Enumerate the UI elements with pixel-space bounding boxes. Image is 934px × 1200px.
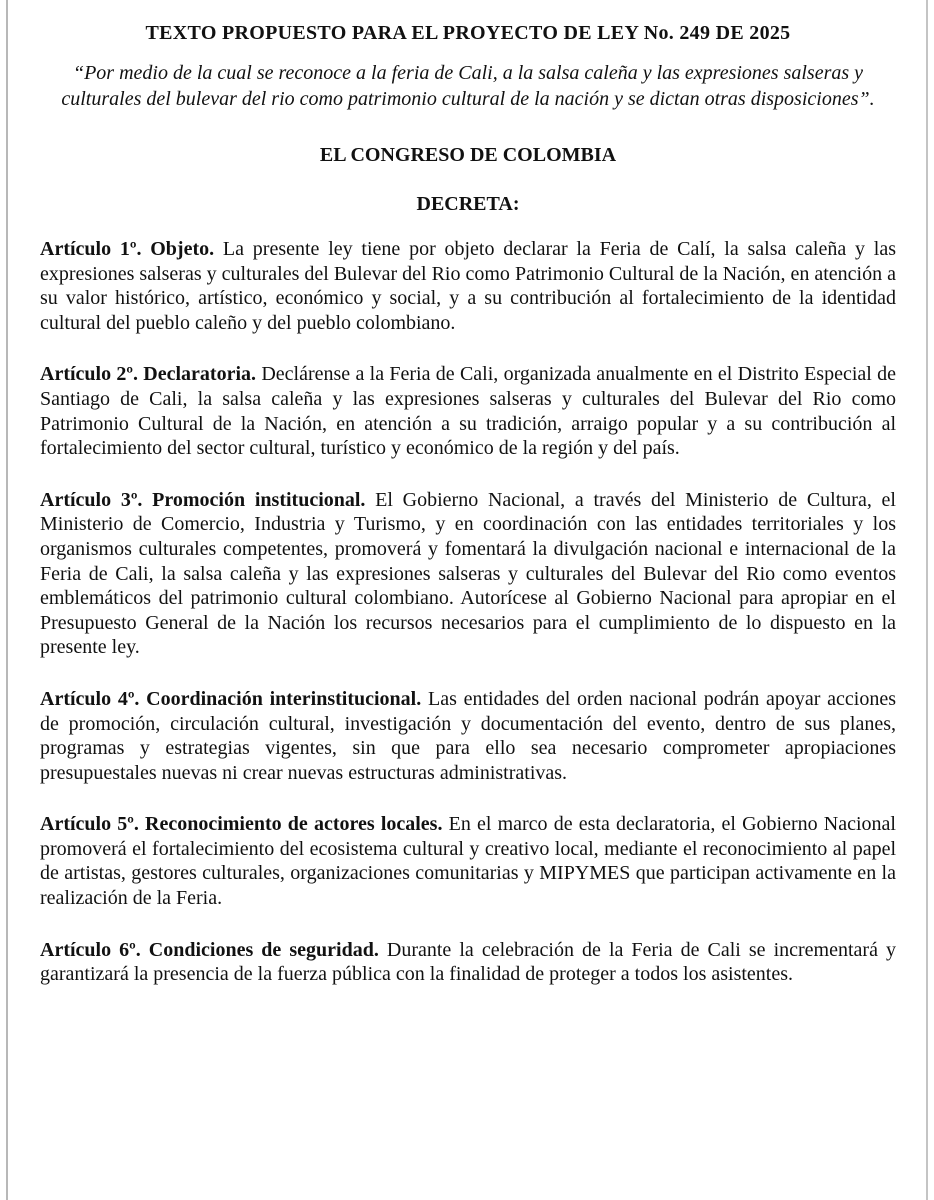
article-text: Las entidades del orden nacional podrán apoyar acciones de promoción, circulación cultural, investigación y documentación del evento, dentro de sus planes, programas y estrategias vigentes, sin que para ello sea necesario comprometer apropiaciones presupuestales nuevas ni crear nuevas estructuras administrativas. bbox=[40, 687, 897, 784]
decree-heading: DECRETA: bbox=[416, 193, 520, 215]
article-heading: Artículo 1º. Objeto. bbox=[40, 238, 215, 260]
article-text: El Gobierno Nacional, a través del Ministerio de Cultura, el Ministerio de Comercio, Industria y Turismo, y en coordinación con las entidades territoriales y los organismos culturales competentes, promoverá y fomentará la divulgación nacional e internacional de la Feria de Cali, la salsa caleña y las expresiones salseras y culturales del Bulevar del Rio como eventos emblemáticos del patrimonio cultural colombiano. Autorícese al Gobierno Nacional para apropiar en el Presupuesto General de la Nación los recursos necesarios para el cumplimiento de lo dispuesto en la presente ley. bbox=[40, 488, 896, 659]
article-text: En el marco de esta declaratoria, el Gobierno Nacional promoverá el fortalecimiento del ecosistema cultural y creativo local, mediante el reconocimiento al papel de artistas, gestores culturales, organizaciones comunitarias y MIPYMES que participan activamente en la realización de la Feria. bbox=[40, 813, 896, 910]
document-content bbox=[40, 12, 896, 1014]
article-3 bbox=[40, 488, 896, 660]
article-5 bbox=[40, 812, 896, 910]
article-2 bbox=[40, 362, 896, 460]
article-text: Durante la celebración de la Feria de Cali se incrementará y garantizará la presencia de la fuerza pública con la finalidad de proteger a todos los asistentes. bbox=[40, 938, 897, 986]
article-heading: Artículo 3º. Promoción institucional. bbox=[40, 488, 366, 511]
document-title: TEXTO PROPUESTO PARA EL PROYECTO DE LEY No. 249 DE 2025 bbox=[145, 22, 791, 44]
articles-list bbox=[40, 237, 896, 987]
article-text: La presente ley tiene por objeto declarar la Feria de Calí, la salsa caleña y las expresiones salseras y culturales del Bulevar del Rio como Patrimonio Cultural de la Nación, en atención a su valor histórico, artístico, económico y social, y a su contribución al fortalecimiento de la identidad cultural del pueblo caleño y del pueblo colombiano. bbox=[40, 238, 896, 334]
article-heading: Artículo 2º. Declaratoria. bbox=[40, 363, 257, 386]
issuer-heading: EL CONGRESO DE COLOMBIA bbox=[319, 144, 617, 166]
article-heading: Artículo 4º. Coordinación interinstitucional. bbox=[40, 687, 422, 710]
page-edge-right bbox=[926, 0, 928, 1200]
page-edge-left bbox=[6, 0, 8, 1200]
article-4 bbox=[40, 687, 896, 785]
article-1 bbox=[40, 237, 896, 335]
article-text: Declárense a la Feria de Cali, organizada anualmente en el Distrito Especial de Santiago de Cali, la salsa caleña y las expresiones salseras y culturales del Bulevar del Rio como Patrimonio Cultural de la Nación, en atención a su tradición, arraigo popular y a su contribución al fortalecimiento del sector cultural, turístico y económico de la región y del país. bbox=[40, 363, 896, 460]
article-6 bbox=[40, 938, 896, 987]
article-heading: Artículo 5º. Reconocimiento de actores locales. bbox=[40, 813, 443, 836]
document-subtitle: “Por medio de la cual se reconoce a la feria de Cali, a la salsa caleña y las expresiones salseras y culturales del bulevar del rio como patrimonio cultural de la nación y se dictan otras disposiciones”. bbox=[61, 62, 875, 110]
article-heading: Artículo 6º. Condiciones de seguridad. bbox=[40, 938, 379, 961]
